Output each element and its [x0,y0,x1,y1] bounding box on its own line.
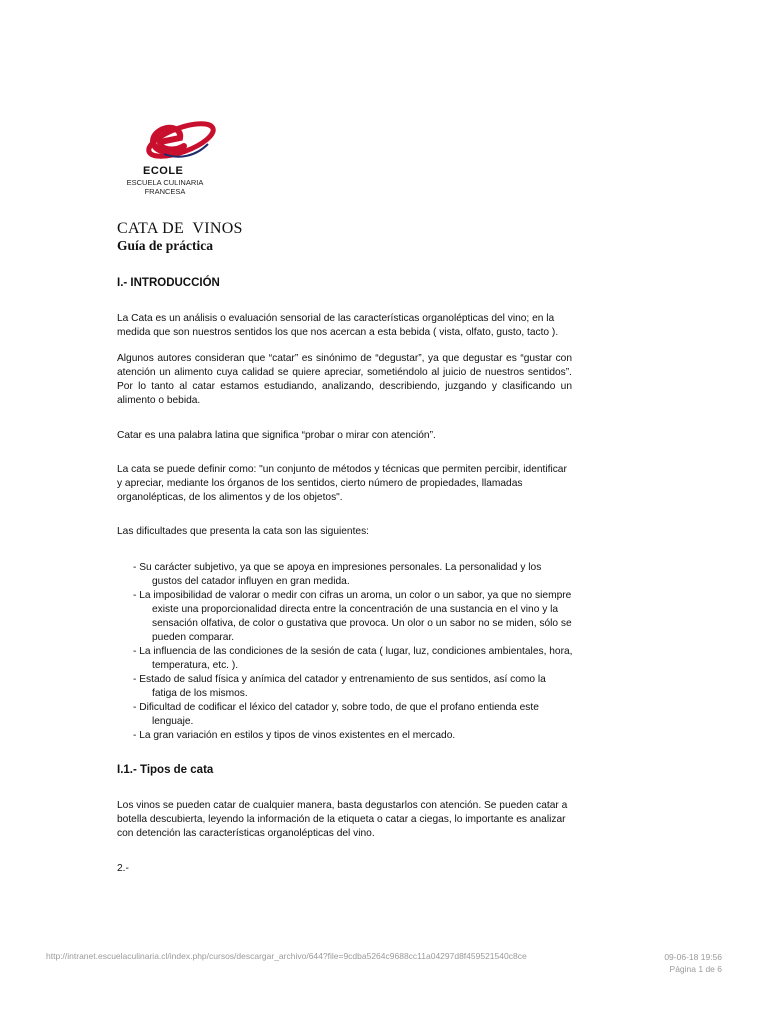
list-item: - La gran variación en estilos y tipos de vinos existentes en el mercado. [133,730,456,741]
paragraph-cata-definition: La cata se puede definir como: "un conjunto de métodos y técnicas que permiten percibir, identificar y apreciar, mediante los órganos de los sentidos, cierto número de propiedades, llamadas organolépticas, de los alimentos y de los objetos". [117,464,567,503]
list-item: - Su carácter subjetivo, ya que se apoya en impresiones personales. La personalidad y los gustos del catador influyen en gran medida. [133,562,542,587]
section-heading-tipos-de-cata: I.1.- Tipos de cata [117,764,214,776]
document-title: CATA DE VINOS [117,220,243,237]
logo-subtitle-line1: ESCUELA CULINARIA [126,178,204,187]
footer-url-link[interactable]: http://intranet.escuelaculinaria.cl/index.php/cursos/descargar_archivo/644?file=9cdba5264c9688cc11a04297d8f459521540c8ce [46,951,527,961]
list-item: - Dificultad de codificar el léxico del catador y, sobre todo, de que el profano entienda este lenguaje. [133,702,539,727]
paragraph-latin-origin: Catar es una palabra latina que significa “probar o mirar con atención”. [117,430,436,441]
page-marker: 2.- [117,863,129,874]
section-heading-introduccion: I.- INTRODUCCIÓN [117,277,220,289]
logo-brand: ECOLE [143,165,184,177]
list-item: - La influencia de las condiciones de la sesión de cata ( lugar, luz, condiciones ambientales, hora, temperatura, etc. ). [133,646,573,671]
logo-subtitle-line2: FRANCESA [144,187,186,196]
paragraph-tipos-de-cata: Los vinos se pueden catar de cualquier manera, basta degustarlos con atención. Se pueden catar a botella descubierta, leyendo la información de la etiqueta o catar a ciegas, lo importante es analizar con detención las características organolépticas del vino. [117,800,568,839]
list-item: - La imposibilidad de valorar o medir con cifras un aroma, un color o un sabor, ya que no siempre existe una proporcionalidad directa entre la concentración de una sustancia en el vino y la sensación olfativa, de color o gustativa que provoca. Un olor o un sabor no se miden, sólo se pueden comparar. [133,590,572,643]
paragraph-catar-degustar: Algunos autores consideran que “catar” es sinónimo de “degustar”, ya que degustar es “gustar con atención un alimento cuya calidad se quiere apreciar, sometiéndolo al juicio de nuestros sentidos”. Por lo tanto al catar estamos estudiando, analizando, describiendo, juzgando y clasificando un alimento o bebida. [117,353,572,406]
footer-page-count: Página 1 de 6 [669,964,722,974]
dificultades-list [133,561,573,743]
footer-datetime: 09-06-18 19:56 [664,952,722,962]
footer-meta [664,951,722,975]
paragraph-dificultades-intro: Las dificultades que presenta la cata son las siguientes: [117,526,370,537]
logo-subtitle [120,178,210,196]
document-subtitle: Guía de práctica [117,238,213,253]
paragraph-definition: La Cata es un análisis o evaluación sensorial de las características organolépticas del vino; en la medida que son nuestros sentidos los que nos acercan a esta bebida ( vista, olfato, gusto, tacto ). [117,313,559,338]
list-item: - Estado de salud física y anímica del catador y entrenamiento de sus sentidos, así como la fatiga de los mismos. [133,674,546,699]
